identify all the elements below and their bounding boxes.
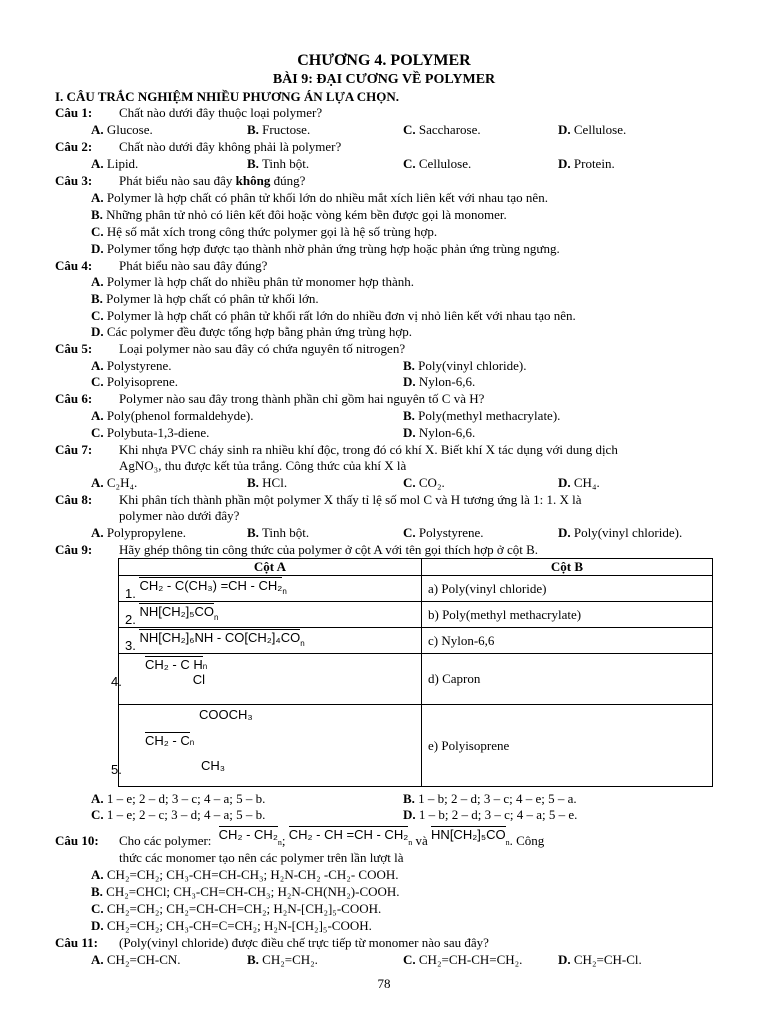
option-a: A. Polymer là hợp chất do nhiều phân tử monomer hợp thành. [91, 274, 414, 289]
question-number: Câu 2: [55, 139, 93, 154]
option-a: A. CH₂=CH₂; CH₃-CH=CH-CH₃; H₂N-CH₂ -CH₂- COOH. [91, 867, 399, 882]
option-c: C. CH₂=CH₂; CH₂=CH-CH=CH₂; H₂N-[CH₂]₅-COOH. [91, 901, 382, 916]
question-7 [55, 442, 618, 458]
option-c: C. CO₂. [403, 475, 445, 490]
option-a: A. Polystyrene. [91, 358, 172, 373]
option-c: C. CH₂=CH-CH=CH₂. [403, 952, 523, 967]
option-b: B. HCl. [247, 475, 288, 490]
question-number: Câu 3: [55, 173, 93, 188]
question-number: Câu 8: [55, 492, 93, 507]
option-a: A. Poly(phenol formaldehyde). [91, 408, 254, 423]
option-a: A. Lipid. [91, 156, 139, 171]
question-text: Phát biểu nào sau đây đúng? [119, 258, 268, 273]
option-c: C. Cellulose. [403, 156, 472, 171]
question-text: Khi phân tích thành phần một polymer X thấy tỉ lệ số mol C và H tương ứng là 1: 1. X là [119, 492, 582, 507]
question-number: Câu 4: [55, 258, 93, 273]
question-11 [55, 935, 489, 951]
option-d: D. Nylon-6,6. [403, 425, 476, 440]
question-text: Chất nào dưới đây thuộc loại polymer? [119, 105, 323, 120]
chapter-title: CHƯƠNG 4. POLYMER [297, 52, 471, 69]
option-a: A. Glucose. [91, 122, 153, 137]
table-row: COOCH₃ CH₂ - Cn 5. CH₃ e) Polyisoprene [119, 705, 713, 787]
question-10: Câu 10: Cho các polymer: CH₂ - CH₂n; CH₂ - CH =CH - CH₂n và HN[CH₂]₅COn. Công [55, 827, 545, 848]
question-number: Câu 9: [55, 542, 93, 557]
question-text: Loại polymer nào sau đây có chứa nguyên tố nitrogen? [119, 341, 406, 356]
lesson-title: BÀI 9: ĐẠI CƯƠNG VỀ POLYMER [272, 72, 496, 87]
question-text: Khi nhựa PVC cháy sinh ra nhiều khí độc, trong đó có khí X. Biết khí X tác dụng với dung dịch [119, 442, 618, 457]
option-b: B. CH₂=CH₂. [247, 952, 318, 967]
column-a-header: Cột A [119, 559, 422, 576]
section-heading: I. CÂU TRẮC NGHIỆM NHIỀU PHƯƠNG ÁN LỰA CHỌN. [55, 89, 400, 104]
question-7-cont: AgNO₃, thu được kết tủa trắng. Công thức của khí X là [119, 458, 407, 473]
option-d: D. Protein. [558, 156, 615, 171]
question-1 [55, 105, 322, 121]
option-b: B. Poly(vinyl chloride). [403, 358, 527, 373]
question-number: Câu 6: [55, 391, 93, 406]
option-b: B. Những phân tử nhỏ có liên kết đôi hoặc vòng kém bền được gọi là monomer. [91, 207, 507, 222]
option-c: C. Saccharose. [403, 122, 481, 137]
option-d: D. Các polymer đều được tổng hợp bằng phản ứng trùng hợp. [91, 324, 413, 339]
question-10-cont: thức các monomer tạo nên các polymer trên lần lượt là [119, 850, 404, 865]
option-d: D. Polymer tổng hợp được tạo thành nhờ phản ứng trùng hợp hoặc phản ứng trùng ngưng. [91, 241, 560, 256]
question-8 [55, 492, 582, 508]
table-row: CH₂ - C Hn 4. Cl d) Capron [119, 654, 713, 705]
question-5 [55, 341, 405, 357]
option-b: B. Tinh bột. [247, 156, 310, 171]
option-c: C. Polybuta-1,3-diene. [91, 425, 210, 440]
question-2 [55, 139, 341, 155]
question-number: Câu 5: [55, 341, 93, 356]
option-b: B. Fructose. [247, 122, 311, 137]
question-number: Câu 10: [55, 833, 99, 848]
option-a: A. Polypropylene. [91, 525, 186, 540]
option-b: B. 1 – b; 2 – d; 3 – c; 4 – e; 5 – a. [403, 791, 577, 806]
column-b-header: Cột B [422, 559, 713, 576]
option-d: D. Poly(vinyl chloride). [558, 525, 683, 540]
question-number: Câu 1: [55, 105, 93, 120]
question-text: Hãy ghép thông tin công thức của polymer ở cột A với tên gọi thích hợp ở cột B. [119, 542, 539, 557]
option-c: C. Polyisoprene. [91, 374, 179, 389]
table-row: 1. CH₂ - C(CH₃) =CH - CH₂n a) Poly(vinyl chloride) [119, 576, 713, 602]
question-text: Polymer nào sau đây trong thành phần chỉ gồm hai nguyên tố C và H? [119, 391, 485, 406]
option-a: A. 1 – e; 2 – d; 3 – c; 4 – a; 5 – b. [91, 791, 266, 806]
question-4 [55, 258, 267, 274]
option-d: D. CH₂=CH-Cl. [558, 952, 642, 967]
question-number: Câu 11: [55, 935, 98, 950]
option-b: B. Poly(methyl methacrylate). [403, 408, 561, 423]
table-row: 3. NH[CH₂]₆NH - CO[CH₂]₄COn c) Nylon-6,6 [119, 628, 713, 654]
question-text: Chất nào dưới đây không phải là polymer? [119, 139, 342, 154]
page-number: 78 [377, 976, 391, 991]
option-d: D. Nylon-6,6. [403, 374, 476, 389]
question-8-cont: polymer nào dưới đây? [119, 508, 240, 523]
option-d: D. Cellulose. [558, 122, 627, 137]
option-b: B. CH₂=CHCl; CH₃-CH=CH-CH₃; H₂N-CH(NH₂)-COOH. [91, 884, 400, 899]
option-c: C. Polymer là hợp chất có phân tử khối rất lớn do nhiều đơn vị nhỏ liên kết với nhau tạo nên. [91, 308, 576, 323]
option-a: A. CH₂=CH-CN. [91, 952, 181, 967]
option-d: D. 1 – b; 2 – d; 3 – c; 4 – a; 5 – e. [403, 807, 578, 822]
table-row: 2. NH[CH₂]₅COn b) Poly(methyl methacrylate) [119, 602, 713, 628]
question-9 [55, 542, 538, 558]
option-c: C. Polystyrene. [403, 525, 484, 540]
option-a: A. Polymer là hợp chất có phân tử khối lớn do nhiều mắt xích liên kết với nhau tạo nên. [91, 190, 548, 205]
question-number: Câu 7: [55, 442, 93, 457]
option-d: D. CH₄. [558, 475, 600, 490]
matching-table [111, 558, 713, 787]
question-3: Câu 3: Phát biểu nào sau đây không đúng? [55, 173, 306, 188]
question-text: (Poly(vinyl chloride) được điều chế trực tiếp từ monomer nào sau đây? [119, 935, 489, 950]
option-c: C. Hệ số mắt xích trong công thức polymer gọi là hệ số trùng hợp. [91, 224, 438, 239]
option-d: D. CH₂=CH₂; CH₃-CH=C=CH₂; H₂N-[CH₂]₅-COOH. [91, 918, 372, 933]
question-6 [55, 391, 484, 407]
option-b: B. Tinh bột. [247, 525, 310, 540]
option-a: A. C₂H₄. [91, 475, 138, 490]
option-c: C. 1 – e; 2 – c; 3 – d; 4 – a; 5 – b. [91, 807, 266, 822]
option-b: B. Polymer là hợp chất có phân tử khối lớn. [91, 291, 319, 306]
